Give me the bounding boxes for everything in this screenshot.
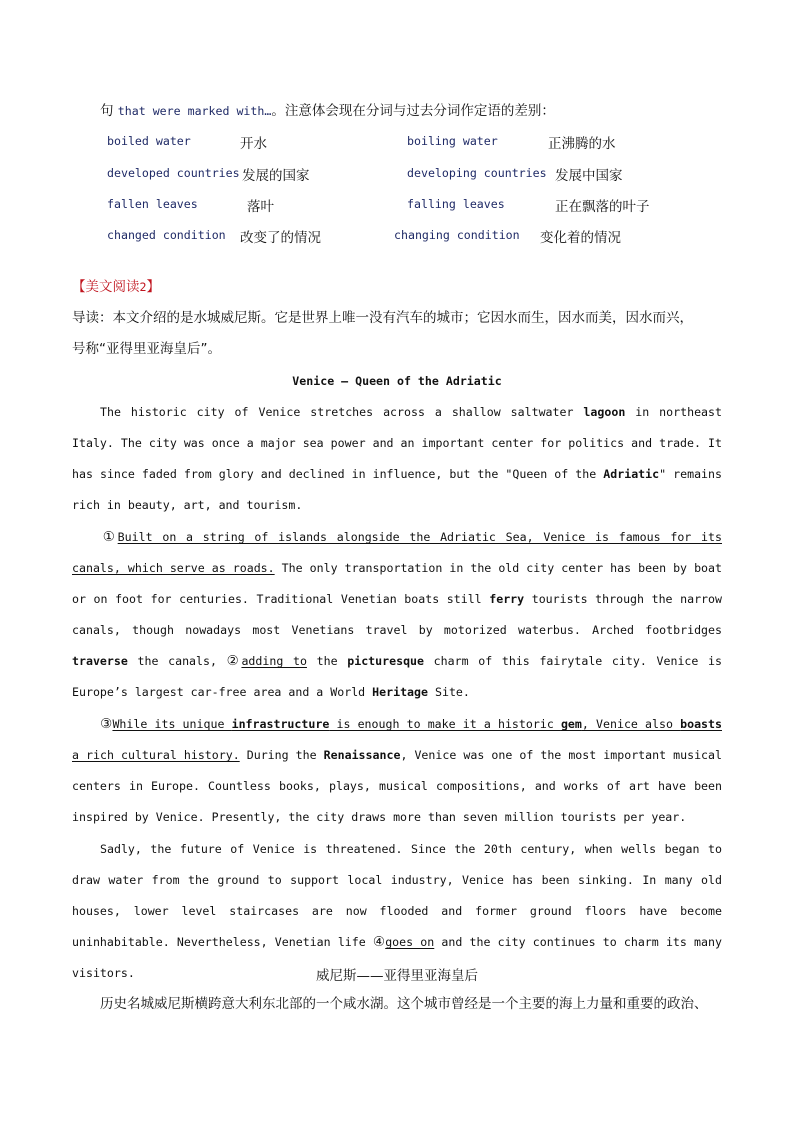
- word-renaissance: Renaissance: [323, 748, 401, 762]
- intro-line: 句 that were marked with…。注意体会现在分词与过去分词作定语的差别：: [100, 103, 555, 119]
- guide-line-1: 导读：本文介绍的是水城威尼斯。它是世界上唯一没有汽车的城市；它因水而生，因水而美，因水而兴，: [72, 310, 693, 326]
- marker-3: ③: [100, 716, 113, 732]
- pair-3-past: changed condition: [107, 228, 226, 242]
- pair-3-present: changing condition: [394, 228, 520, 242]
- underlined-sentence-3: While its unique infrastructure is enough to make it a historic gem, Venice also boasts a rich cultural history.: [72, 717, 722, 762]
- word-infrastructure: infrastructure: [231, 717, 330, 731]
- pair-3-past-cn: 改变了的情况: [240, 230, 321, 246]
- paragraph-2: ①Built on a string of islands alongside the Adriatic Sea, Venice is famous for its canals, which serve as roads. The only transportation in the old city center has been by boat or on foot for centuries. Traditional Venetian boats still ferry tourists through the narrow canals, though nowadays most Venetians travel by motorized waterbus. Arched footbridges traverse the canals, ②adding to the picturesque charm of this fairytale city. Venice is Europe’s largest car-free area and a World Heritage Site.: [72, 529, 723, 699]
- guide-line-2: 号称“亚得里亚海皇后”。: [72, 341, 221, 357]
- paragraph-1: The historic city of Venice stretches across a shallow saltwater lagoon in northeast Italy. The city was once a major sea power and an important center for politics and trade. It has since faded from glory and declined in influence, but the "Queen of the Adriatic" remains rich in beauty, art, and tourism.: [72, 405, 723, 512]
- pair-0-present-cn: 正沸腾的水: [548, 136, 616, 152]
- marker-1: ①: [100, 529, 118, 545]
- paragraph-4: Sadly, the future of Venice is threatened. Since the 20th century, when wells began to draw water from the ground to support local industry, Venice has been sinking. In many old houses, lower level staircases are now flooded and former ground floors have become uninhabitable. Nevertheless, Venetian life ④goes on and the city continues to charm its many visitors.: [72, 842, 722, 980]
- word-adriatic: Adriatic: [603, 467, 660, 481]
- pair-0-present: boiling water: [407, 134, 498, 148]
- pair-1-present-cn: 发展中国家: [555, 168, 623, 184]
- underlined-phrase-4: goes on: [385, 935, 435, 949]
- marker-2: ②: [226, 653, 242, 669]
- pair-2-present: falling leaves: [407, 197, 505, 211]
- section-header: 【美文阅读2】: [72, 279, 160, 295]
- word-ferry: ferry: [489, 592, 525, 606]
- word-lagoon: lagoon: [583, 405, 626, 419]
- word-gem: gem: [560, 717, 582, 731]
- pair-2-past-cn: 落叶: [247, 199, 274, 215]
- paragraph-3: ③While its unique infrastructure is enough to make it a historic gem, Venice also boasts a rich cultural history. During the Renaissance, Venice was one of the most important musical centers in Europe. Countless books, plays, musical compositions, and works of art have been inspired by Venice. Presently, the city draws more than seven million tourists per year.: [72, 716, 722, 824]
- pair-0-past: boiled water: [107, 134, 191, 148]
- underlined-phrase-2: adding to: [241, 654, 307, 668]
- pair-1-past: developed countries: [107, 166, 240, 180]
- underlined-sentence-1: Built on a string of islands alongside the Adriatic Sea, Venice is famous for its canals, which serve as roads.: [72, 530, 722, 575]
- translation-paragraph: 历史名城威尼斯横跨意大利东北部的一个咸水湖。这个城市曾经是一个主要的海上力量和重要的政治、: [100, 996, 708, 1012]
- word-traverse: traverse: [72, 654, 128, 668]
- pair-3-present-cn: 变化着的情况: [540, 230, 621, 246]
- article-title: Venice — Queen of the Adriatic: [292, 374, 502, 388]
- word-picturesque: picturesque: [347, 654, 425, 668]
- pair-1-past-cn: 发展的国家: [242, 168, 310, 184]
- word-boasts: boasts: [680, 717, 722, 731]
- translation-title: 威尼斯——亚得里亚海皇后: [316, 968, 478, 984]
- word-heritage: Heritage: [372, 685, 428, 699]
- pair-2-present-cn: 正在飘落的叶子: [555, 199, 650, 215]
- pair-2-past: fallen leaves: [107, 197, 198, 211]
- pair-1-present: developing countries: [407, 166, 547, 180]
- pair-0-past-cn: 开水: [240, 136, 267, 152]
- marker-4: ④: [372, 934, 386, 950]
